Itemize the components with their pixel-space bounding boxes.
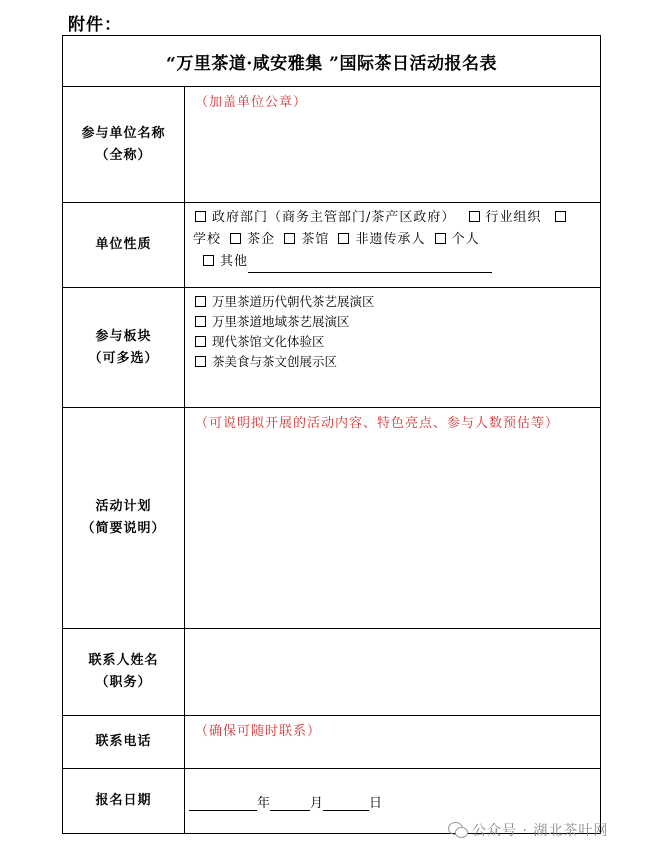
checkbox[interactable] — [203, 255, 214, 266]
wechat-icon — [448, 822, 468, 838]
nature-option-heritage[interactable]: 非遗传承人 — [334, 232, 425, 247]
checkbox[interactable] — [469, 211, 480, 222]
month-unit: 月 — [310, 795, 324, 811]
plan-field[interactable] — [185, 408, 601, 629]
year-unit: 年 — [257, 795, 271, 811]
month-input-line[interactable] — [270, 796, 310, 811]
nature-option-other[interactable]: 其他 — [193, 254, 492, 269]
contact-label: 联系人姓名 （职务） — [63, 629, 185, 716]
checkbox[interactable] — [338, 233, 349, 244]
checkbox[interactable] — [435, 233, 446, 244]
nature-option-teahouse[interactable]: 茶馆 — [280, 232, 329, 247]
org-name-field[interactable] — [185, 87, 601, 203]
watermark — [448, 820, 608, 840]
checkbox[interactable] — [230, 233, 241, 244]
org-nature-label: 单位性质 — [63, 203, 185, 288]
nature-option-individual[interactable]: 个人 — [431, 232, 480, 247]
nature-option-industry[interactable]: 行业组织 — [461, 210, 542, 225]
registration-form — [62, 35, 601, 834]
nature-option-government[interactable]: 政府部门（商务主管部门/茶产区政府） — [193, 210, 455, 225]
nature-option-tea-company[interactable]: 茶企 — [226, 232, 275, 247]
phone-field[interactable] — [185, 716, 601, 769]
phone-label: 联系电话 — [63, 716, 185, 769]
block-option-teahouse[interactable]: 现代茶馆文化体验区 — [193, 332, 592, 352]
org-nature-options — [185, 203, 601, 288]
block-option-food[interactable]: 茶美食与茶文创展示区 — [193, 352, 592, 372]
day-unit: 日 — [369, 795, 383, 811]
block-option-dynasty[interactable]: 万里茶道历代朝代茶艺展演区 — [193, 292, 592, 312]
checkbox[interactable] — [195, 211, 206, 222]
checkbox[interactable] — [195, 356, 206, 367]
watermark-text: 公众号 · 湖北茶叶网 — [472, 823, 609, 839]
blocks-options — [185, 288, 601, 408]
plan-label: 活动计划 （简要说明） — [63, 408, 185, 629]
plan-hint: （可说明拟开展的活动内容、特色亮点、参与人数预估等） — [195, 416, 560, 431]
checkbox-school[interactable] — [555, 211, 566, 222]
blocks-label: 参与板块 （可多选） — [63, 288, 185, 408]
phone-hint: （确保可随时联系） — [195, 724, 322, 739]
attachment-label: 附件： — [68, 15, 122, 35]
org-name-label: 参与单位名称 （全称） — [63, 87, 185, 203]
form-title: “万里茶道·咸安雅集 ”国际茶日活动报名表 — [63, 36, 601, 87]
date-label: 报名日期 — [63, 769, 185, 834]
nature-option-school[interactable]: 学校 — [193, 232, 222, 247]
other-fill-line[interactable] — [248, 258, 492, 273]
checkbox[interactable] — [195, 316, 206, 327]
org-seal-hint: （加盖单位公章） — [195, 95, 308, 110]
block-option-regional[interactable]: 万里茶道地域茶艺展演区 — [193, 312, 592, 332]
checkbox[interactable] — [195, 296, 206, 307]
checkbox[interactable] — [195, 336, 206, 347]
checkbox[interactable] — [284, 233, 295, 244]
year-input-line[interactable] — [189, 796, 257, 811]
day-input-line[interactable] — [323, 796, 369, 811]
contact-field[interactable] — [185, 629, 601, 716]
